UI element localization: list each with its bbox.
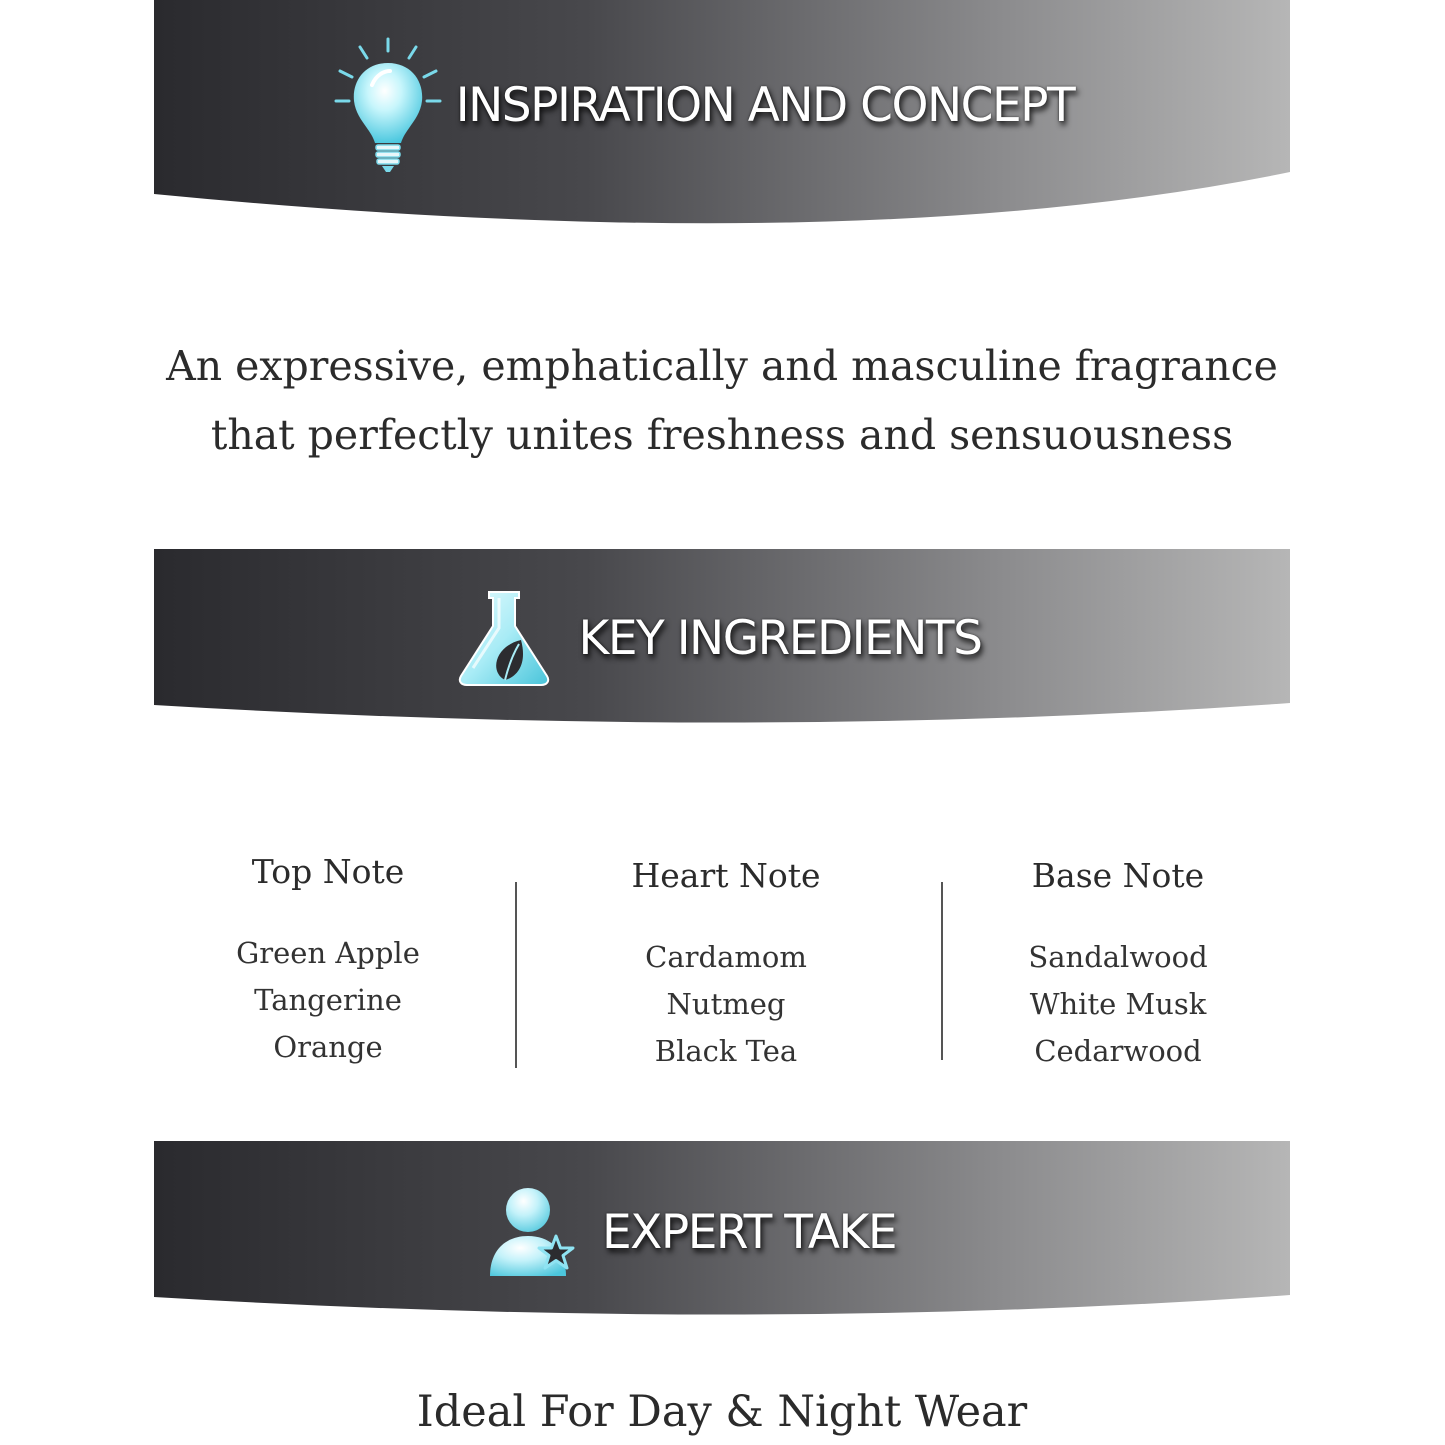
section-title: EXPERT TAKE	[601, 1204, 897, 1260]
user-star-icon	[488, 1184, 580, 1280]
lightbulb-icon	[332, 35, 444, 175]
concept-line-2: that perfectly unites freshness and sensuousness	[210, 411, 1234, 459]
base-note-column	[990, 856, 1246, 1075]
note-title: Base Note	[1031, 856, 1205, 895]
section-title: INSPIRATION AND CONCEPT	[455, 77, 1075, 133]
note-item: White Musk	[1029, 987, 1207, 1021]
inspiration-banner	[154, 0, 1290, 240]
expert-take-text: Ideal For Day & Night Wear	[416, 1387, 1028, 1437]
note-item: Black Tea	[654, 1034, 798, 1068]
note-item: Green Apple	[236, 936, 420, 970]
heart-note-column	[598, 856, 854, 1075]
note-item: Sandalwood	[1028, 940, 1208, 974]
ingredients-banner	[154, 549, 1290, 725]
column-divider	[515, 882, 517, 1068]
section-title: KEY INGREDIENTS	[578, 610, 982, 666]
concept-description	[154, 332, 1290, 470]
flask-leaf-icon	[455, 588, 553, 688]
note-item: Cedarwood	[1034, 1034, 1202, 1068]
note-item: Orange	[273, 1030, 383, 1064]
column-divider	[941, 882, 943, 1060]
note-item: Nutmeg	[666, 987, 786, 1021]
note-title: Top Note	[251, 852, 405, 891]
concept-line-1: An expressive, emphatically and masculine fragrance	[166, 342, 1278, 390]
expert-banner	[154, 1141, 1290, 1317]
top-note-column	[200, 852, 456, 1071]
note-title: Heart Note	[631, 856, 821, 895]
note-item: Tangerine	[254, 983, 402, 1017]
note-item: Cardamom	[645, 940, 807, 974]
